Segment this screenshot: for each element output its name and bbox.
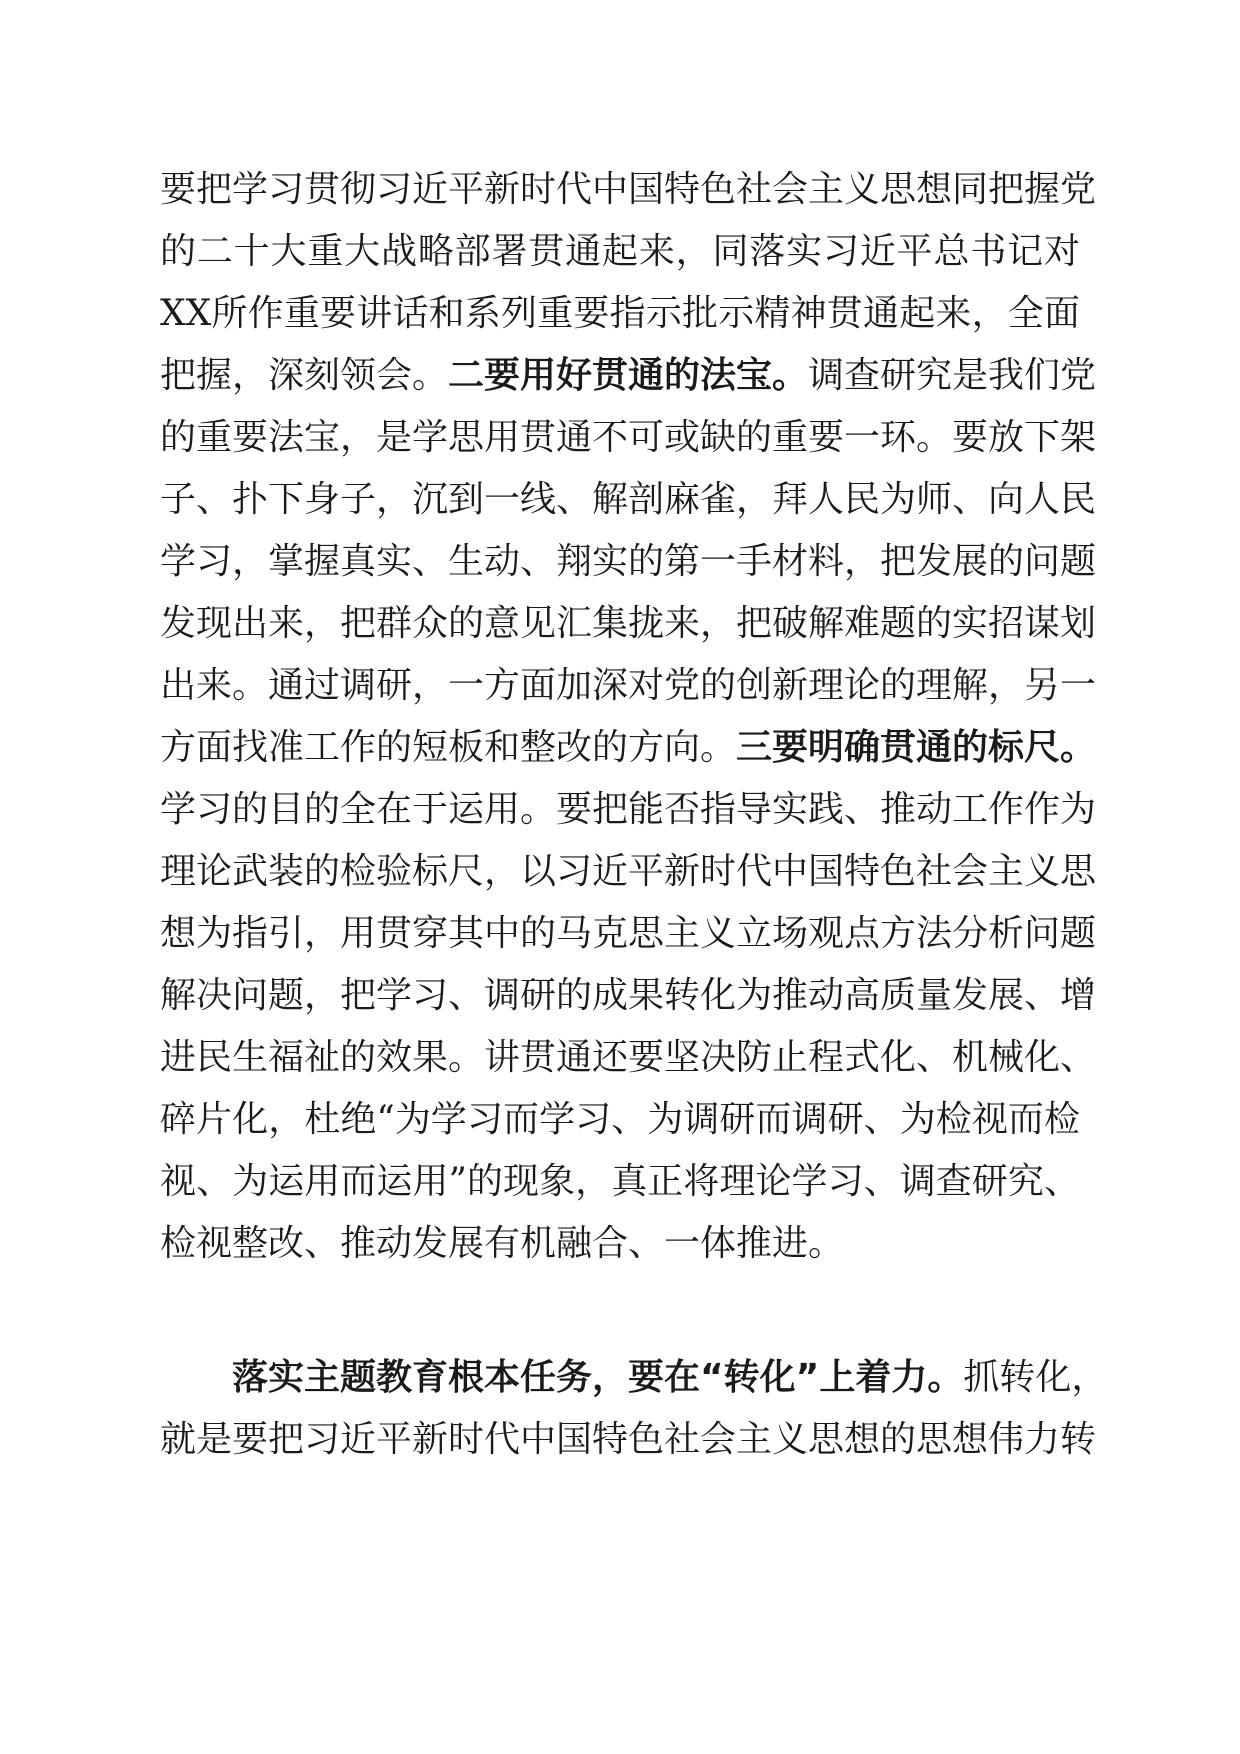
text-line: 学习，掌握真实、生动、翔实的第一手材料，把发展的问题 <box>160 541 1097 582</box>
text-line: 要把学习贯彻习近平新时代中国特色社会主义思想同把握党 <box>160 169 1097 210</box>
text-line: 检视整改、推动发展有机融合、一体推进。 <box>160 1223 845 1264</box>
text-line: 碎片化，杜绝“为学习而学习、为调研而调研、为检视而检 <box>160 1099 1080 1140</box>
bold-heading-run: 三要明确贯通的标尺。 <box>736 727 1097 768</box>
text-line: 就是要把习近平新时代中国特色社会主义思想的思想伟力转 <box>160 1419 1097 1460</box>
text-line: 解决问题，把学习、调研的成果转化为推动高质量发展、增 <box>160 975 1097 1016</box>
text-line: 理论武装的检验标尺，以习近平新时代中国特色社会主义思 <box>160 851 1097 892</box>
text-line: 出来。通过调研，一方面加深对党的创新理论的理解，另一 <box>160 665 1097 706</box>
paragraph-lead-line <box>232 1357 1108 1398</box>
text-run: 方面找准工作的短板和整改的方向。 <box>160 727 737 768</box>
text-line <box>160 355 1097 396</box>
text-line: 的重要法宝，是学思用贯通不可或缺的重要一环。要放下架 <box>160 417 1097 458</box>
bold-heading-run: 二要用好贯通的法宝。 <box>448 355 809 396</box>
text-run: 把握，深刻领会。 <box>160 355 449 396</box>
text-line: 的二十大重大战略部署贯通起来，同落实习近平总书记对 <box>160 231 1080 272</box>
text-line: 视、为运用而运用”的现象，真正将理论学习、调查研究、 <box>160 1161 1080 1202</box>
text-run: 抓转化， <box>963 1357 1108 1398</box>
bold-heading-run: 落实主题教育根本任务，要在“转化”上着力。 <box>232 1357 964 1398</box>
text-line <box>160 727 1097 768</box>
text-line: 学习的目的全在于运用。要把能否指导实践、推动工作作为 <box>160 789 1097 830</box>
text-line: 想为指引，用贯穿其中的马克思主义立场观点方法分析问题 <box>160 913 1097 954</box>
text-line: XX所作重要讲话和系列重要指示批示精神贯通起来，全面 <box>160 293 1080 334</box>
text-line: 子、扑下身子，沉到一线、解剖麻雀，拜人民为师、向人民 <box>160 479 1097 520</box>
text-line: 发现出来，把群众的意见汇集拢来，把破解难题的实招谋划 <box>160 603 1097 644</box>
text-line: 进民生福祉的效果。讲贯通还要坚决防止程式化、机械化、 <box>160 1037 1097 1078</box>
text-run: 调查研究是我们党 <box>808 355 1097 396</box>
